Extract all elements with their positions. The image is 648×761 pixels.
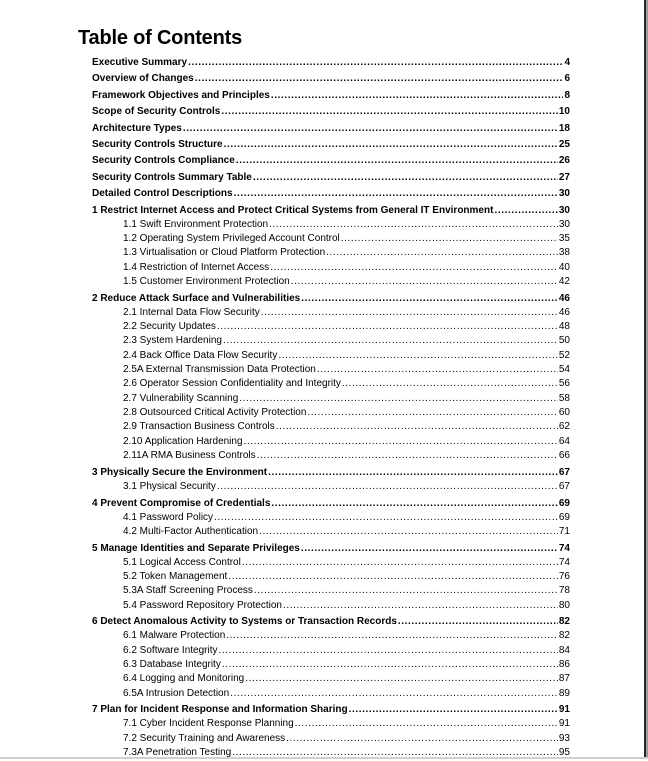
toc-section-entry[interactable]: [92, 154, 570, 168]
toc-page-number: 80: [558, 599, 570, 611]
dot-leader: [254, 584, 558, 598]
toc-section-entry[interactable]: [92, 466, 570, 480]
dot-leader: [494, 204, 557, 218]
dot-leader: [253, 171, 558, 185]
toc-entry-label: 2.4 Back Office Data Flow Security: [123, 349, 278, 361]
toc-section-entry[interactable]: [92, 56, 570, 70]
toc-page-number: 82: [558, 630, 570, 642]
toc-page-number: 67: [558, 480, 570, 492]
dot-leader: [228, 570, 558, 584]
toc-subsection-entry[interactable]: [92, 435, 570, 449]
toc-subsection-entry[interactable]: [92, 599, 570, 613]
toc-section-entry[interactable]: [92, 72, 570, 86]
toc-subsection-entry[interactable]: [92, 218, 570, 232]
dot-leader: [259, 525, 558, 539]
dot-leader: [217, 320, 558, 334]
dot-leader: [271, 89, 564, 103]
toc-entry-label: Detailed Control Descriptions: [92, 188, 233, 200]
toc-entry-label: Architecture Types: [92, 122, 182, 134]
dot-leader: [223, 334, 558, 348]
toc-entry-label: 5 Manage Identities and Separate Privileges: [92, 542, 300, 554]
toc-subsection-entry[interactable]: [92, 406, 570, 420]
toc-page-number: 86: [558, 659, 570, 671]
toc-entry-label: 7.2 Security Training and Awareness: [123, 732, 286, 744]
dot-leader: [301, 292, 558, 306]
toc-entry-label: 1.5 Customer Environment Protection: [123, 275, 290, 287]
toc-entry-label: 2.2 Security Updates: [123, 320, 216, 332]
toc-page-number: 67: [558, 466, 570, 478]
toc-entry-label: 7.1 Cyber Incident Response Planning: [123, 718, 294, 730]
toc-section-entry[interactable]: [92, 204, 570, 218]
toc-page-number: 27: [558, 171, 570, 183]
dot-leader: [242, 556, 558, 570]
dot-leader: [232, 746, 558, 760]
toc-section-entry[interactable]: [92, 89, 570, 103]
toc-entry-label: 3.1 Physical Security: [123, 480, 216, 492]
toc-page-number: 40: [558, 261, 570, 273]
toc-subsection-entry[interactable]: [92, 377, 570, 391]
toc-section-entry[interactable]: [92, 292, 570, 306]
toc-page-number: 58: [558, 392, 570, 404]
toc-page-number: 42: [558, 275, 570, 287]
toc-entry-label: Security Controls Summary Table: [92, 171, 252, 183]
toc-page-number: 69: [558, 497, 570, 509]
dot-leader: [271, 497, 557, 511]
toc-page-number: 91: [558, 718, 570, 730]
dot-leader: [268, 466, 558, 480]
dot-leader: [341, 232, 558, 246]
toc-page-number: 54: [558, 364, 570, 375]
toc-entry-label: 1.3 Virtualisation or Cloud Platform Protection: [123, 247, 326, 259]
page-title: Table of Contents: [78, 27, 243, 49]
toc-subsection-entry[interactable]: [92, 687, 570, 701]
toc-section-entry[interactable]: [92, 497, 570, 511]
dot-leader: [349, 703, 558, 717]
toc-entry-label: 2 Reduce Attack Surface and Vulnerabilities: [92, 292, 301, 304]
toc-subsection-entry[interactable]: [92, 746, 570, 760]
toc-subsection-entry[interactable]: [92, 320, 570, 334]
dot-leader: [286, 732, 558, 746]
dot-leader: [219, 644, 558, 658]
toc-entry-label: 1.4 Restriction of Internet Access: [123, 261, 270, 273]
toc-page-number: 74: [558, 556, 570, 568]
toc-subsection-entry[interactable]: [92, 629, 570, 643]
toc-entry-label: 7.3A Penetration Testing: [123, 747, 232, 759]
toc-page-number: 64: [558, 435, 570, 447]
toc-entry-label: 2.6 Operator Session Confidentiality and Integrity: [123, 378, 341, 390]
toc-subsection-entry[interactable]: [92, 261, 570, 275]
toc-entry-label: 4.1 Password Policy: [123, 511, 214, 523]
toc-subsection-entry[interactable]: [92, 306, 570, 320]
toc-entry-label: 6.3 Database Integrity: [123, 659, 221, 671]
toc-page-number: 6: [564, 73, 570, 85]
toc-page-number: 76: [558, 570, 570, 582]
toc-page-number: 18: [558, 122, 570, 134]
toc-page-number: 62: [558, 421, 570, 433]
toc-subsection-entry[interactable]: [92, 511, 570, 525]
dot-leader: [226, 629, 558, 643]
toc-page-number: 46: [558, 306, 570, 318]
toc-subsection-entry[interactable]: [92, 232, 570, 246]
dot-leader: [276, 420, 558, 434]
toc-subsection-entry[interactable]: [92, 480, 570, 494]
toc-entry-label: Security Controls Structure: [92, 138, 223, 150]
dot-leader: [261, 306, 558, 320]
dot-leader: [269, 218, 558, 232]
dot-leader: [217, 480, 558, 494]
dot-leader: [244, 435, 558, 449]
toc-entry-label: 1 Restrict Internet Access and Protect Critical Systems from General IT Environment: [92, 204, 494, 216]
toc-page-number: 30: [558, 188, 570, 200]
dot-leader: [317, 363, 558, 377]
toc-page-number: 30: [558, 204, 570, 216]
toc-page-number: 26: [558, 155, 570, 167]
toc-page-number: 89: [558, 687, 570, 699]
toc-entry-label: 2.9 Transaction Business Controls: [123, 421, 275, 433]
dot-leader: [224, 138, 558, 152]
toc-subsection-entry[interactable]: [92, 420, 570, 434]
toc-subsection-entry[interactable]: [92, 658, 570, 672]
dot-leader: [398, 615, 558, 629]
toc-section-entry[interactable]: [92, 138, 570, 152]
toc-page-number: 84: [558, 644, 570, 656]
toc-section-entry[interactable]: [92, 105, 570, 119]
toc-entry-label: Executive Summary: [92, 57, 188, 68]
toc-page-number: 87: [558, 673, 570, 685]
toc-entry-label: Overview of Changes: [92, 73, 194, 85]
toc-entry-label: 6.5A Intrusion Detection: [123, 687, 230, 699]
dot-leader: [188, 56, 563, 70]
dot-leader: [221, 105, 558, 119]
toc-page-number: 74: [558, 542, 570, 554]
toc-page-number: 66: [558, 450, 570, 462]
dot-leader: [270, 261, 558, 275]
toc-subsection-entry[interactable]: [92, 672, 570, 686]
toc-entry-label: 3 Physically Secure the Environment: [92, 466, 268, 478]
toc-page-number: 46: [558, 292, 570, 304]
toc-section-entry[interactable]: [92, 703, 570, 717]
toc-entry-label: 2.5A External Transmission Data Protection: [123, 364, 316, 375]
toc-entry-label: 2.8 Outsourced Critical Activity Protection: [123, 407, 307, 419]
toc-entry-label: 4 Prevent Compromise of Credentials: [92, 497, 271, 509]
toc-page-number: 10: [558, 106, 570, 118]
toc-page-number: 71: [558, 525, 570, 537]
dot-leader: [307, 406, 557, 420]
toc-page-number: 35: [558, 232, 570, 244]
toc-entry-label: Scope of Security Controls: [92, 106, 221, 118]
toc-subsection-entry[interactable]: [92, 644, 570, 658]
toc-section-entry[interactable]: [92, 122, 570, 136]
dot-leader: [342, 377, 558, 391]
toc-page-number: 8: [564, 89, 570, 101]
dot-leader: [230, 687, 558, 701]
dot-leader: [291, 275, 558, 289]
toc-section-entry[interactable]: [92, 542, 570, 556]
toc-entry-label: Security Controls Compliance: [92, 155, 235, 167]
toc-entry-label: 5.1 Logical Access Control: [123, 556, 241, 568]
toc-page-number: 48: [558, 320, 570, 332]
toc-page-number: 56: [558, 378, 570, 390]
toc-subsection-entry[interactable]: [92, 246, 570, 260]
toc-page-number: 95: [558, 747, 570, 759]
toc-entry-label: Framework Objectives and Principles: [92, 89, 270, 101]
dot-leader: [295, 717, 558, 731]
toc-page-number: 50: [558, 335, 570, 347]
dot-leader: [239, 392, 558, 406]
toc-subsection-entry[interactable]: [92, 570, 570, 584]
toc-entry-label: 1.2 Operating System Privileged Account Control: [123, 232, 340, 244]
toc-subsection-entry[interactable]: [92, 732, 570, 746]
toc-entry-label: 6.4 Logging and Monitoring: [123, 673, 245, 685]
toc-page-number: 4: [564, 57, 570, 68]
dot-leader: [183, 122, 558, 136]
toc-entry-label: 6.2 Software Integrity: [123, 644, 218, 656]
dot-leader: [236, 154, 558, 168]
toc-entry-label: 2.3 System Hardening: [123, 335, 222, 347]
dot-leader: [195, 72, 564, 86]
dot-leader: [214, 511, 558, 525]
toc-page-number: 38: [558, 247, 570, 259]
dot-leader: [245, 672, 558, 686]
toc-entry-label: 2.11A RMA Business Controls: [123, 450, 256, 462]
toc-subsection-entry[interactable]: [92, 392, 570, 406]
toc-subsection-entry[interactable]: [92, 349, 570, 363]
toc-entry-label: 6.1 Malware Protection: [123, 630, 226, 642]
dot-leader: [234, 187, 558, 201]
toc-subsection-entry[interactable]: [92, 334, 570, 348]
dot-leader: [257, 449, 558, 463]
toc-page-number: 25: [558, 138, 570, 150]
toc-entry-label: 2.1 Internal Data Flow Security: [123, 306, 260, 318]
table-of-contents: [92, 56, 570, 761]
toc-page-number: 93: [558, 732, 570, 744]
toc-subsection-entry[interactable]: [92, 525, 570, 539]
toc-entry-label: 5.2 Token Management: [123, 570, 228, 582]
toc-subsection-entry[interactable]: [92, 584, 570, 598]
toc-entry-label: 6 Detect Anomalous Activity to Systems or Transaction Records: [92, 616, 397, 628]
dot-leader: [326, 246, 558, 260]
toc-entry-label: 5.3A Staff Screening Process: [123, 585, 253, 597]
toc-subsection-entry[interactable]: [92, 449, 570, 463]
toc-page-number: 30: [558, 218, 570, 230]
dot-leader: [278, 349, 558, 363]
toc-section-entry[interactable]: [92, 615, 570, 629]
toc-page-number: 82: [558, 616, 570, 628]
toc-subsection-entry[interactable]: [92, 717, 570, 731]
toc-page-number: 60: [558, 407, 570, 419]
toc-entry-label: 2.7 Vulnerability Scanning: [123, 392, 239, 404]
toc-subsection-entry[interactable]: [92, 556, 570, 570]
toc-entry-label: 1.1 Swift Environment Protection: [123, 218, 269, 230]
toc-entry-label: 2.10 Application Hardening: [123, 435, 243, 447]
dot-leader: [301, 542, 558, 556]
toc-page-number: 91: [558, 704, 570, 716]
toc-entry-label: 4.2 Multi-Factor Authentication: [123, 525, 259, 537]
toc-page-number: 78: [558, 585, 570, 597]
toc-section-entry[interactable]: [92, 171, 570, 185]
dot-leader: [283, 599, 558, 613]
toc-section-entry[interactable]: [92, 187, 570, 201]
toc-entry-label: 5.4 Password Repository Protection: [123, 599, 282, 611]
toc-page-number: 52: [558, 349, 570, 361]
toc-subsection-entry[interactable]: [92, 275, 570, 289]
dot-leader: [222, 658, 558, 672]
toc-page-number: 69: [558, 511, 570, 523]
toc-entry-label: 7 Plan for Incident Response and Information Sharing: [92, 704, 348, 716]
toc-subsection-entry[interactable]: [92, 363, 570, 377]
